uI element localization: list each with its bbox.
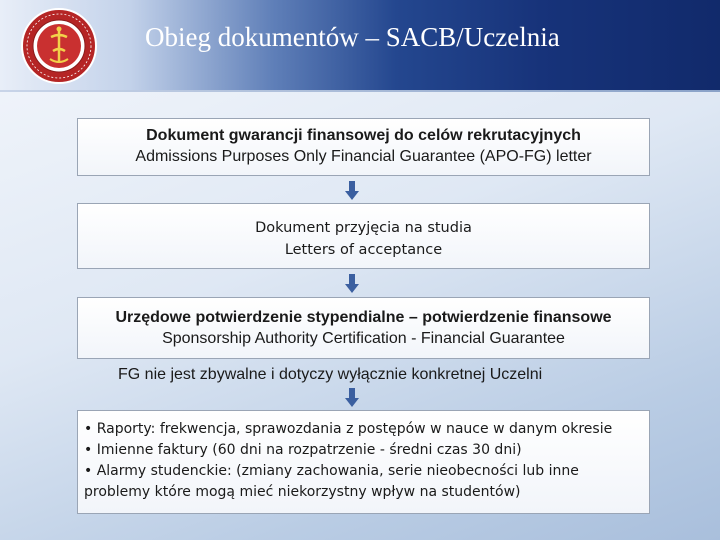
arrow-down-icon [345,274,359,294]
box2-line1: Dokument przyjęcia na studia [255,220,472,236]
box3-line1: Urzędowe potwierdzenie stypendialne – potwierdzenie finansowe [115,309,612,326]
arrow-down-icon [345,388,359,408]
box1-line1: Dokument gwarancji finansowej do celów rekrutacyjnych [146,127,581,144]
box4-line: • Imienne faktury (60 dni na rozpatrzenie - średni czas 30 dni) [84,442,522,458]
header-divider [0,90,720,92]
box4-line: • Alarmy studenckie: (zmiany zachowania, serie nieobecności lub inne [84,463,579,479]
page-title: Obieg dokumentów – SACB/Uczelnia [145,22,560,52]
flow-box-apo-fg [77,118,650,176]
university-seal-logo [20,7,98,85]
box2-line2: Letters of acceptance [284,242,443,258]
box1-line2: Admissions Purposes Only Financial Guarantee (APO-FG) letter [135,148,592,165]
flow-box-sponsorship [77,297,650,359]
flow-box-reports [77,410,650,514]
arrow-down-icon [345,181,359,201]
box4-line: problemy które mogą mieć niekorzystny wpływ na studentów) [84,484,521,500]
box4-line: • Raporty: frekwencja, sprawozdania z postępów w nauce w danym okresie [84,421,613,437]
box3-line2: Sponsorship Authority Certification - Financial Guarantee [162,330,565,347]
flow-box-acceptance [77,203,650,269]
fg-note: FG nie jest zbywalne i dotyczy wyłącznie konkretnej Uczelni [118,366,543,383]
